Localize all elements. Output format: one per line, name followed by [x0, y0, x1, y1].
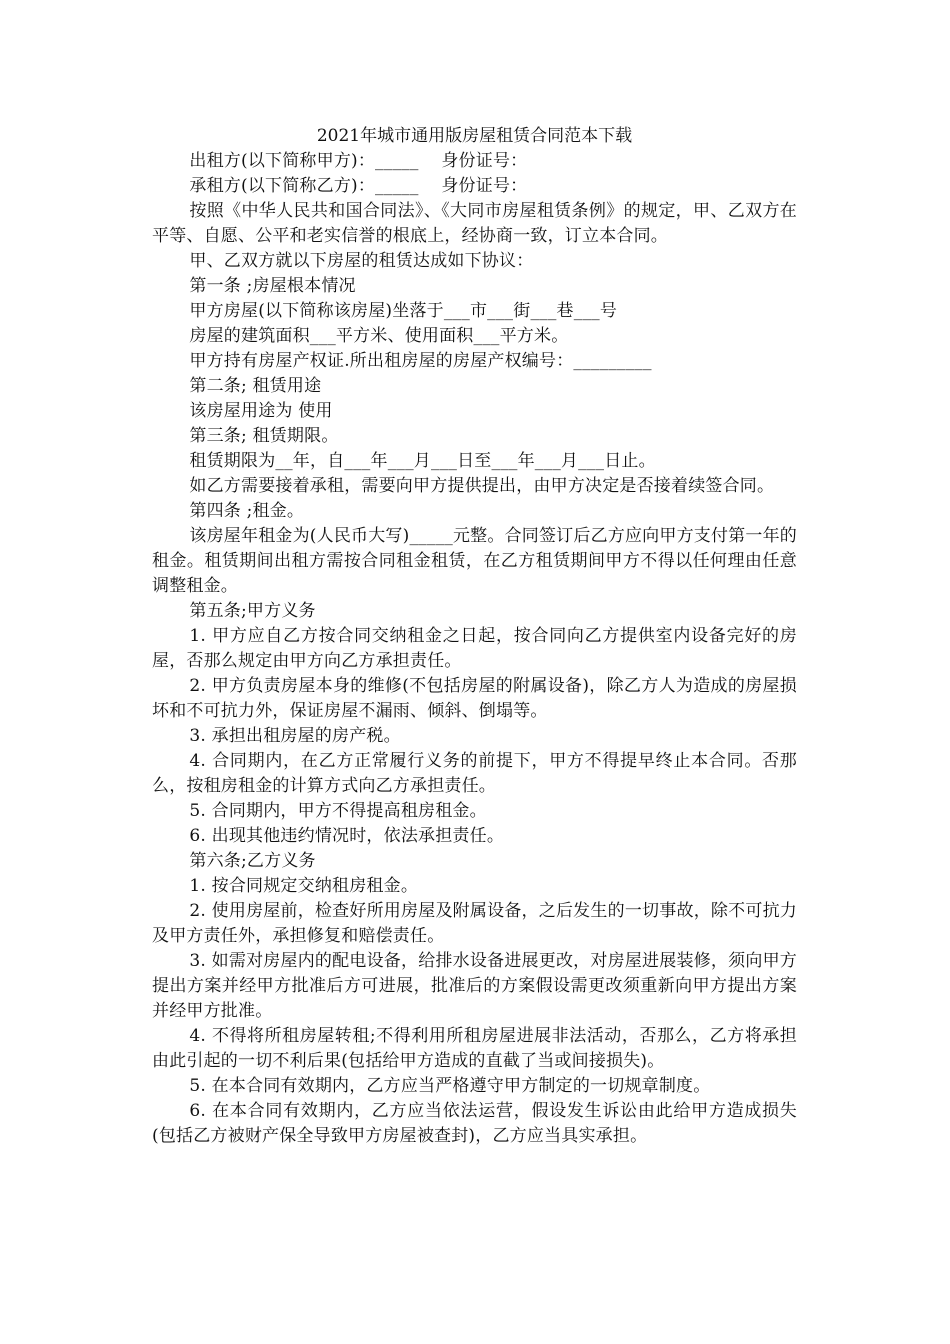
paragraph: 6. 出现其他违约情况时，依法承担责任。: [189, 826, 505, 846]
paragraph: 承租方(以下简称乙方)：_____ 身份证号：: [189, 176, 528, 196]
paragraph: 3. 承担出租房屋的房产税。: [189, 726, 401, 746]
paragraph: 房屋的建筑面积___平方米、使用面积___平方米。: [189, 326, 569, 346]
paragraph: 第四条 ;租金。: [189, 501, 305, 521]
paragraph: 甲、乙双方就以下房屋的租赁达成如下协议：: [189, 251, 534, 271]
paragraph: 第六条;乙方义务: [189, 851, 316, 871]
paragraph: 甲方持有房屋产权证.所出租房屋的房屋产权编号：_________: [189, 351, 652, 371]
paragraph: 6. 在本合同有效期内，乙方应当依法运营，假设发生诉讼由此给甲方造成损失(包括乙方被财产保全导致甲方房屋被查封)，乙方应当具实承担。: [152, 1101, 797, 1146]
paragraph: 1. 按合同规定交纳租房租金。: [189, 876, 419, 896]
paragraph: 第三条; 租赁期限。: [189, 426, 339, 446]
paragraph: 甲方房屋(以下简称该房屋)坐落于___市___街___巷___号: [189, 301, 618, 321]
paragraph: 3. 如需对房屋内的配电设备，给排水设备进展更改，对房屋进展装修，须向甲方提出方案并经甲方批准后方可进展，批准后的方案假设需更改须重新向甲方提出方案并经甲方批准。: [152, 951, 797, 1021]
paragraph: 4. 不得将所租房屋转租;不得利用所租房屋进展非法活动，否那么，乙方将承担由此引起的一切不利后果(包括给甲方造成的直截了当或间接损失)。: [152, 1026, 797, 1071]
paragraph: 5. 在本合同有效期内，乙方应当严格遵守甲方制定的一切规章制度。: [189, 1076, 711, 1096]
paragraph: 4. 合同期内，在乙方正常履行义务的前提下，甲方不得提早终止本合同。否那么，按租房租金的计算方式向乙方承担责任。: [152, 751, 797, 796]
paragraph: 第二条; 租赁用途: [189, 376, 322, 396]
paragraph: 5. 合同期内，甲方不得提高租房租金。: [189, 801, 487, 821]
paragraph: 2. 使用房屋前，检查好所用房屋及附属设备，之后发生的一切事故，除不可抗力及甲方责任外，承担修复和赔偿责任。: [152, 901, 797, 946]
paragraph: 出租方(以下简称甲方)：_____ 身份证号：: [189, 151, 528, 171]
document-body: [152, 149, 797, 1149]
paragraph: 该房屋年租金为(人民币大写)_____元整。合同签订后乙方应向甲方支付第一年的租金。租赁期间出租方需按合同租金租赁，在乙方租赁期间甲方不得以任何理由任意调整租金。: [152, 526, 797, 596]
paragraph: 第一条 ;房屋根本情况: [189, 276, 356, 296]
paragraph: 该房屋用途为 使用: [189, 401, 333, 421]
paragraph: 1. 甲方应自乙方按合同交纳租金之日起，按合同向乙方提供室内设备完好的房屋，否那么规定由甲方向乙方承担责任。: [152, 626, 797, 671]
paragraph: 第五条;甲方义务: [189, 601, 316, 621]
paragraph: 2. 甲方负责房屋本身的维修(不包括房屋的附属设备)，除乙方人为造成的房屋损坏和不可抗力外，保证房屋不漏雨、倾斜、倒塌等。: [152, 676, 797, 721]
paragraph: 如乙方需要接着承租，需要向甲方提供提出，由甲方决定是否接着续签合同。: [189, 476, 775, 496]
paragraph: 按照《中华人民共和国合同法》、《大同市房屋租赁条例》的规定，甲、乙双方在平等、自愿、公平和老实信誉的根底上，经协商一致，订立本合同。: [152, 201, 797, 246]
document-page: [152, 124, 797, 1149]
document-title: 2021年城市通用版房屋租赁合同范本下载: [316, 126, 633, 146]
paragraph: 租赁期限为__年，自___年___月___日至___年___月___日止。: [189, 451, 656, 471]
